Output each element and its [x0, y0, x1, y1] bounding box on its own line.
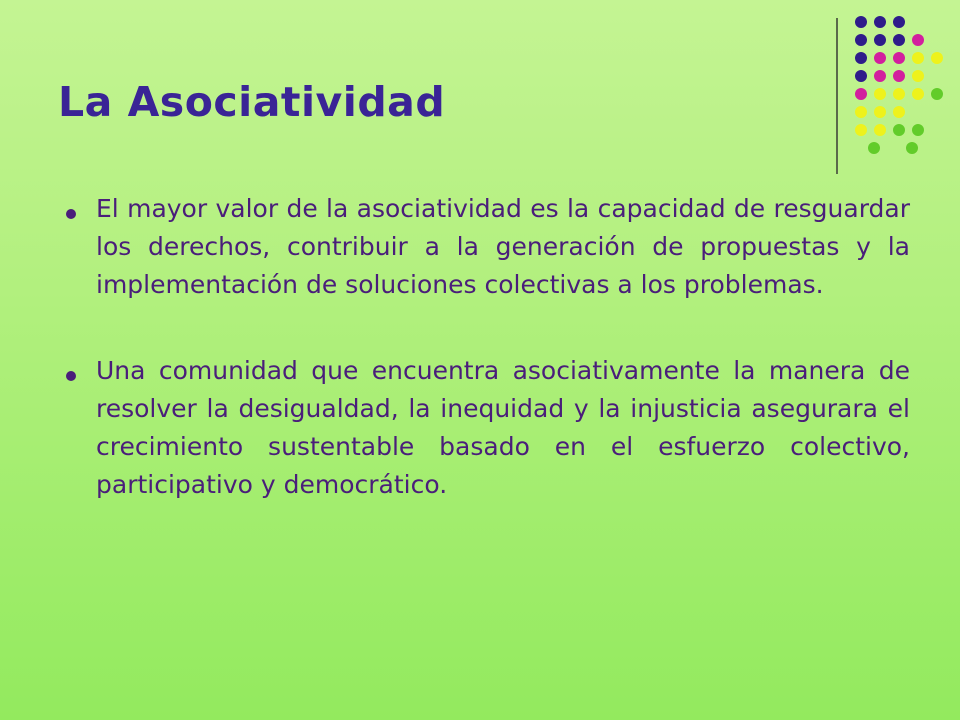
decorative-dot [874, 106, 886, 118]
decorative-dot [931, 52, 943, 64]
decorative-dot [855, 124, 867, 136]
decorative-dot [874, 88, 886, 100]
decorative-dot [855, 16, 867, 28]
decorative-dot [855, 52, 867, 64]
bullet-dot-icon [66, 371, 76, 381]
decorative-dot [912, 52, 924, 64]
decorative-divider-line [836, 18, 838, 174]
decorative-dot [893, 16, 905, 28]
bullet-item [60, 352, 910, 504]
bullet-dot-icon [66, 209, 76, 219]
bullet-item [60, 190, 910, 304]
decorative-dot [855, 70, 867, 82]
decorative-dot [855, 106, 867, 118]
decorative-dot [893, 124, 905, 136]
bullet-list [60, 190, 910, 552]
decorative-dot [874, 52, 886, 64]
decorative-dot [893, 34, 905, 46]
decorative-dot [874, 34, 886, 46]
decorative-dot [874, 124, 886, 136]
decorative-dot [893, 70, 905, 82]
decorative-dot [931, 88, 943, 100]
decorative-dot [912, 88, 924, 100]
decorative-dot [874, 16, 886, 28]
decorative-dot [906, 142, 918, 154]
decorative-dot [912, 124, 924, 136]
bullet-text: El mayor valor de la asociatividad es la capacidad de resguardar los derechos, contribuir a la generación de propuestas y la implementación de soluciones colectivas a los problemas. [96, 194, 910, 299]
decorative-dot [912, 70, 924, 82]
decorative-dot [874, 70, 886, 82]
decorative-dot [868, 142, 880, 154]
decorative-dot [893, 52, 905, 64]
bullet-text: Una comunidad que encuentra asociativamente la manera de resolver la desigualdad, la inequidad y la injusticia asegurara el crecimiento sustentable basado en el esfuerzo colectivo, participativo y democrático. [96, 356, 910, 499]
slide-title: La Asociatividad [58, 78, 446, 126]
decorative-dot [855, 88, 867, 100]
decorative-dot [855, 34, 867, 46]
decorative-dot [893, 106, 905, 118]
decorative-dot [893, 88, 905, 100]
decorative-dot [912, 34, 924, 46]
